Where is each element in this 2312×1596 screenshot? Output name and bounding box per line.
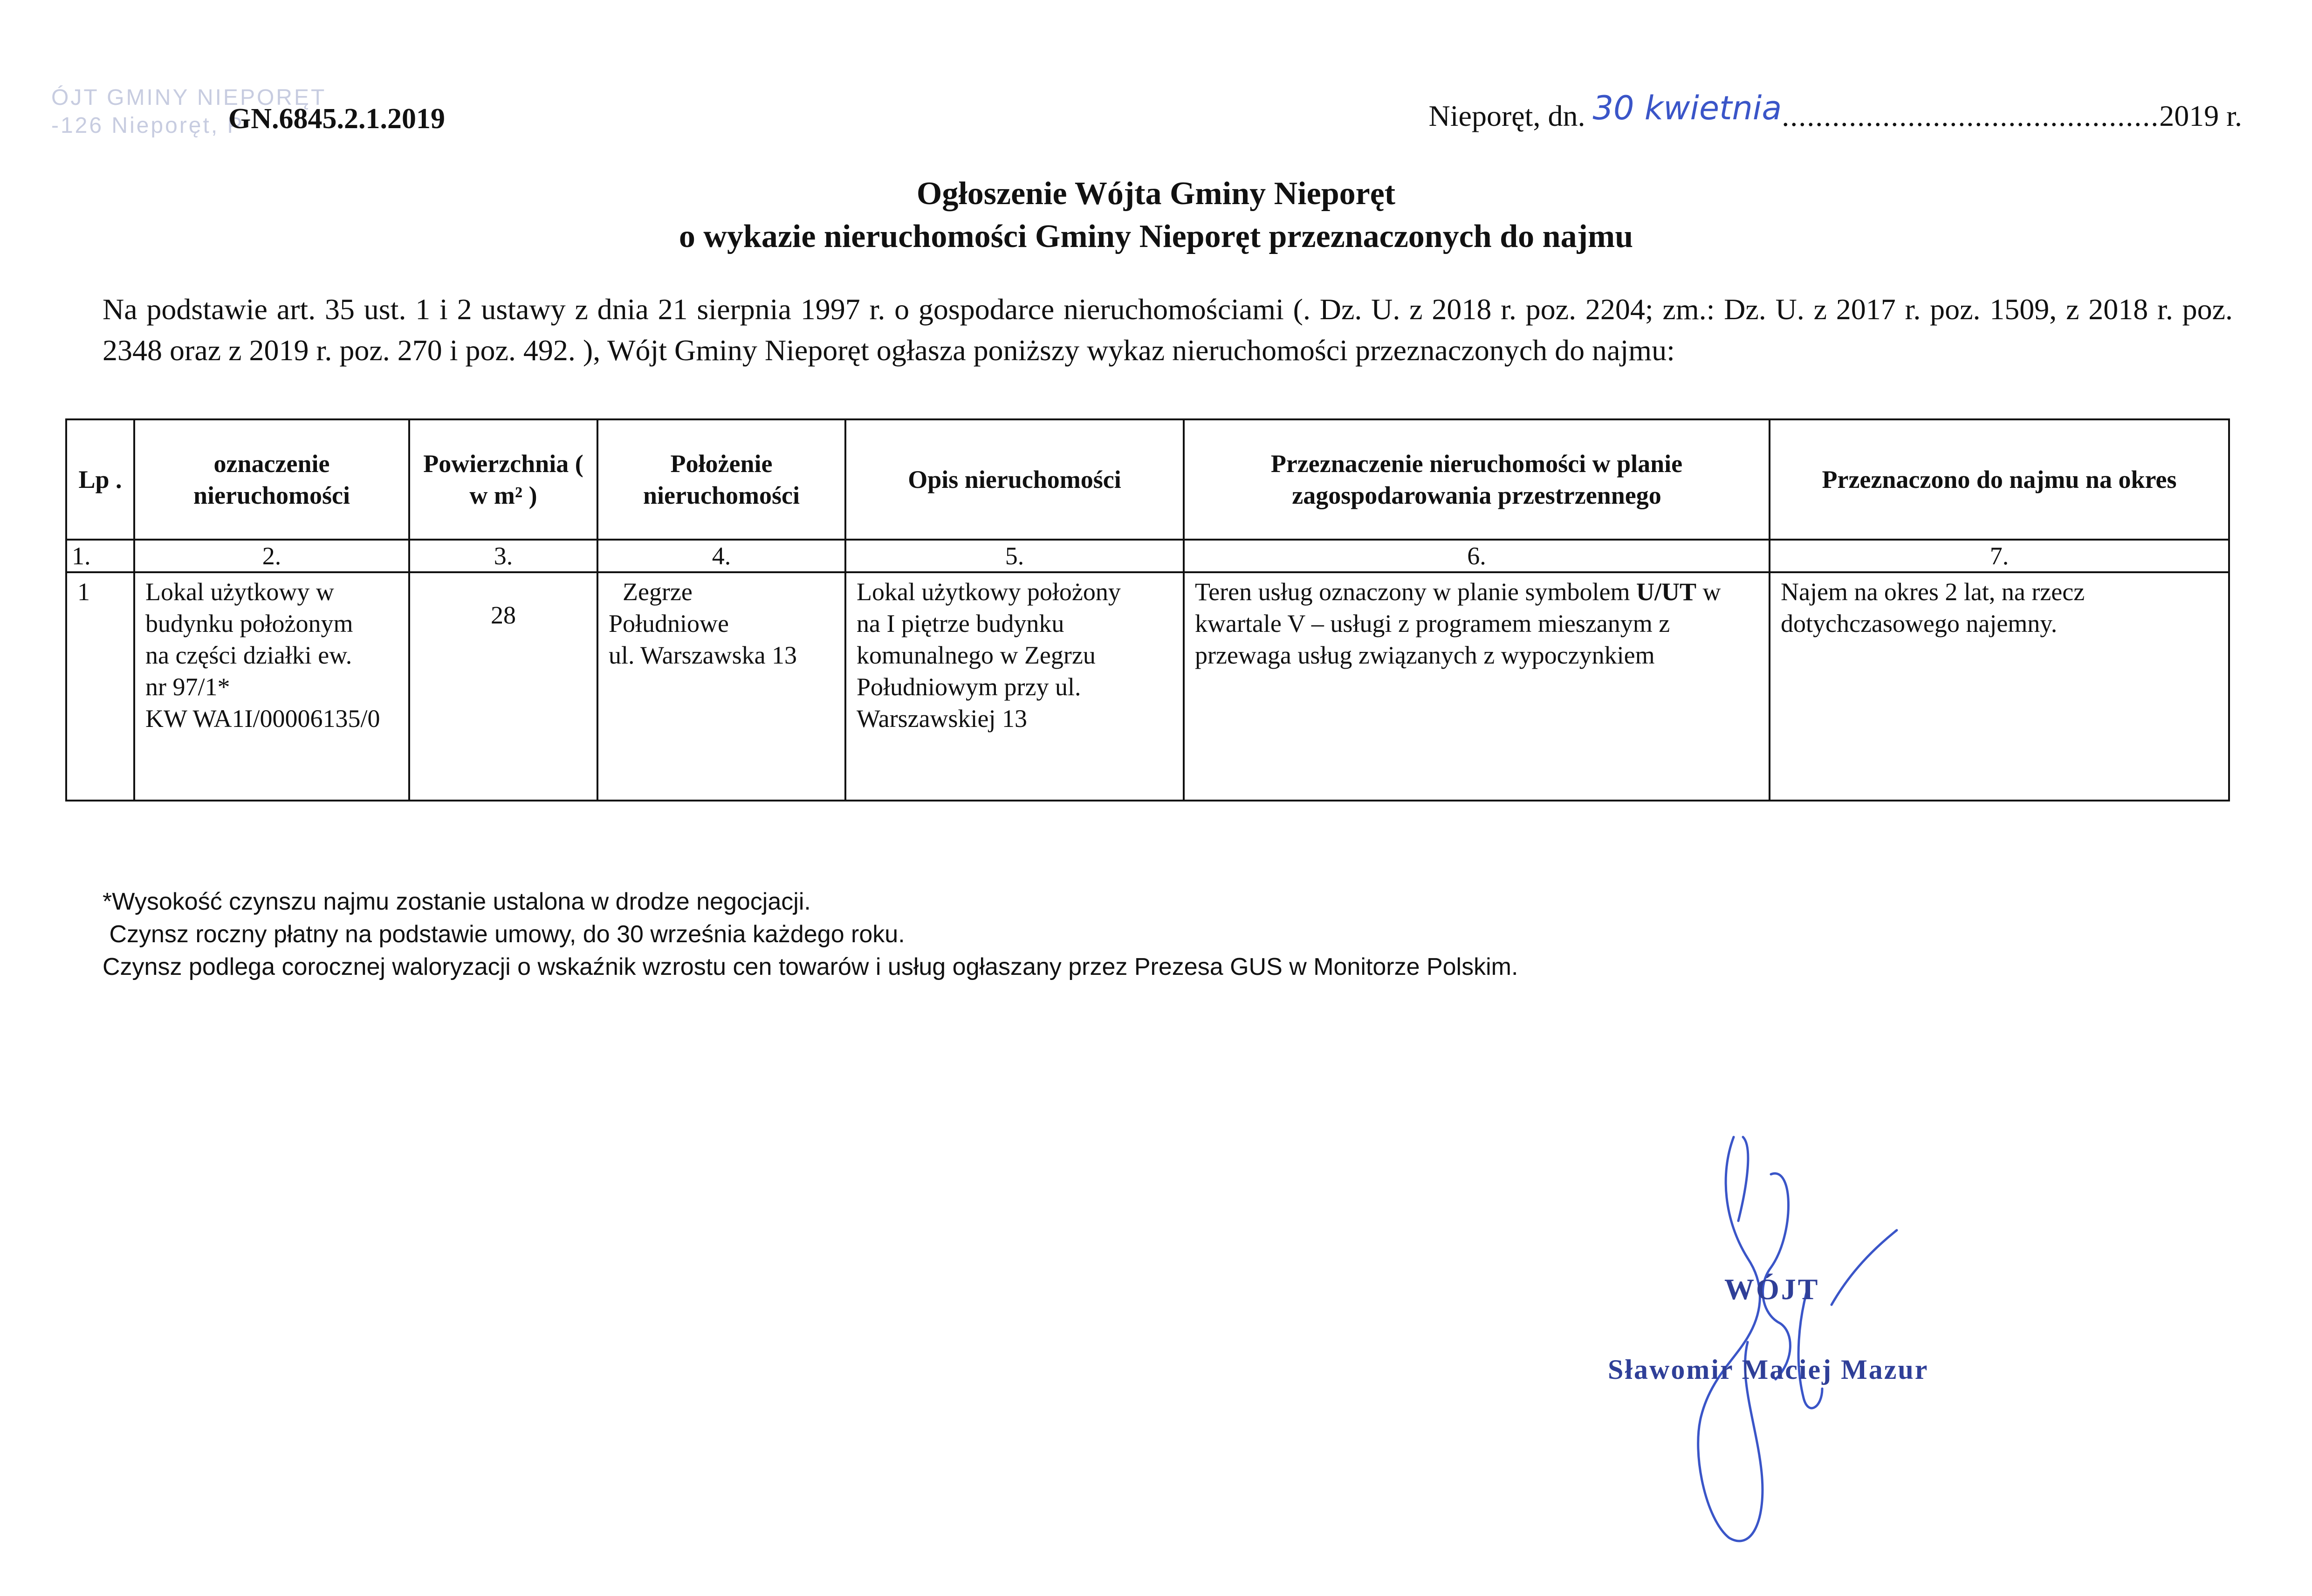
cell-polozenie: [597, 572, 845, 801]
zoning-symbol: U/UT: [1636, 578, 1696, 606]
column-number: 7.: [1770, 540, 2229, 572]
title-line-2: o wykazie nieruchomości Gminy Nieporęt przeznaczonych do najmu: [679, 219, 1633, 254]
cell-oznaczenie: [134, 572, 409, 801]
date-line: [1428, 89, 2242, 134]
footnote: *Wysokość czynszu najmu zostanie ustalona w drodze negocjacji.: [103, 888, 811, 915]
column-number-row: [66, 540, 2229, 572]
cell-line: ul. Warszawska 13: [609, 641, 797, 669]
cell-okres: Najem na okres 2 lat, na rzecz dotychczasowego najemny.: [1770, 572, 2229, 801]
column-number: 6.: [1184, 540, 1770, 572]
handwritten-signature: [1654, 1118, 1981, 1566]
cell-przeznaczenie: [1184, 572, 1770, 801]
cell-line: Zegrze: [623, 578, 693, 606]
header-powierzchnia: Powierzchnia ( w m² ): [409, 419, 597, 540]
column-number: 2.: [134, 540, 409, 572]
signature-strokes: [1698, 1137, 1897, 1541]
stamp-line-1: ÓJT GMINY NIEPORĘT: [51, 85, 327, 110]
cell-lp: 1: [66, 572, 134, 801]
column-number: 3.: [409, 540, 597, 572]
date-year: 2019 r.: [2159, 99, 2242, 132]
column-number: 4.: [597, 540, 845, 572]
footnotes: [103, 885, 1518, 983]
cell-line: Lokal użytkowy położony: [857, 578, 1121, 606]
reference-number: GN.6845.2.1.2019: [228, 103, 445, 135]
stamp-line-2: -126 Nieporęt, P: [51, 113, 244, 138]
cell-line: Lokal użytkowy w: [145, 578, 334, 606]
header-lp: Lp .: [66, 419, 134, 540]
header-oznaczenie: oznaczenie nieruchomości: [134, 419, 409, 540]
intro-paragraph: Na podstawie art. 35 ust. 1 i 2 ustawy z dnia 21 sierpnia 1997 r. o gospodarce nieruchomościami (. Dz. U. z 2018 r. poz. 2204; zm.: Dz. U. z 2017 r. poz. 1509, z 2018 r. poz. 2348 oraz z 2019 r. poz. 270 i poz. 492. ), Wójt Gminy Nieporęt ogłasza poniższy wykaz nieruchomości przeznaczonych do najmu:: [103, 293, 2233, 367]
header-przeznaczenie: Przeznaczenie nieruchomości w planie zagospodarowania przestrzennego: [1184, 419, 1770, 540]
column-number: 5.: [845, 540, 1184, 572]
title-line-1: Ogłoszenie Wójta Gminy Nieporęt: [916, 176, 1396, 212]
cell-line: na I piętrze budynku: [857, 610, 1064, 637]
header-polozenie: Położenie nieruchomości: [597, 419, 845, 540]
date-handwritten: 30 kwietnia: [1592, 89, 1782, 127]
przeznaczenie-text: w kwartale V – usługi z programem mieszanym z przewaga usług związanych z wypoczynkiem: [1195, 578, 1721, 669]
cell-powierzchnia: [409, 572, 597, 801]
date-place: Nieporęt, dn.: [1428, 99, 1585, 132]
date-dots: .............................................: [1782, 99, 2160, 132]
footnote: Czynsz podlega corocznej waloryzacji o wskaźnik wzrostu cen towarów i usług ogłaszany przez Prezesa GUS w Monitorze Polskim.: [103, 953, 1518, 980]
cell-opis: [845, 572, 1184, 801]
cell-line: Warszawskiej 13: [857, 705, 1028, 733]
table-row: [66, 572, 2229, 801]
cell-line: budynku położonym: [145, 610, 353, 637]
area-value: 28: [491, 601, 516, 629]
signatory-title: WÓJT: [1724, 1273, 1820, 1306]
cell-line: Południowe: [609, 610, 729, 637]
footnote: Czynsz roczny płatny na podstawie umowy, do 30 września każdego roku.: [103, 921, 905, 948]
cell-line: Południowym przy ul.: [857, 673, 1081, 701]
document-title: [0, 172, 2312, 258]
property-table: [65, 418, 2230, 801]
table-header-row: [66, 419, 2229, 540]
header-opis: Opis nieruchomości: [845, 419, 1184, 540]
signatory-name: Sławomir Maciej Mazur: [1608, 1354, 1929, 1385]
header-okres: Przeznaczono do najmu na okres: [1770, 419, 2229, 540]
column-number: 1.: [66, 540, 134, 572]
cell-line: na części działki ew.: [145, 641, 352, 669]
cell-line: KW WA1I/00006135/0: [145, 705, 380, 733]
cell-line: komunalnego w Zegrzu: [857, 641, 1096, 669]
przeznaczenie-text: Teren usług oznaczony w planie symbolem: [1195, 578, 1636, 606]
cell-line: nr 97/1*: [145, 673, 230, 701]
